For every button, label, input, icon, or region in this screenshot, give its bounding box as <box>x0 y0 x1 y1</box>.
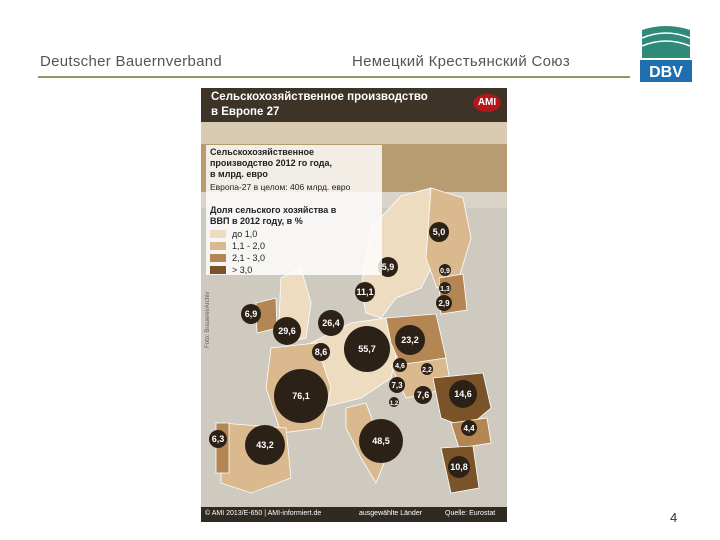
slide-footer <box>201 507 507 522</box>
bubble-denmark <box>355 282 375 302</box>
svg-text:1,3: 1,3 <box>440 286 450 293</box>
svg-text:29,6: 29,6 <box>278 326 296 336</box>
bubble-lithuania <box>436 295 452 311</box>
svg-text:2,9: 2,9 <box>438 299 450 308</box>
legend-swatch <box>210 254 226 262</box>
header-left-title: Deutscher Bauernverband <box>40 53 223 70</box>
bubble-ireland <box>241 304 261 324</box>
bubble-greece <box>448 456 470 478</box>
bubble-latvia <box>439 282 451 294</box>
svg-text:26,4: 26,4 <box>322 318 340 328</box>
svg-text:48,5: 48,5 <box>372 436 390 446</box>
svg-text:11,1: 11,1 <box>356 287 374 297</box>
svg-text:0,9: 0,9 <box>440 268 450 275</box>
photo-credit: Foto: Brauerei/Archiv <box>205 291 211 348</box>
agri-map-slide <box>201 88 507 522</box>
slide-title-line2: в Европе 27 <box>211 106 280 118</box>
bubble-france <box>274 369 328 423</box>
svg-text:4,6: 4,6 <box>395 363 405 370</box>
slide-title-line1: Сельскохозяйственное производство <box>211 91 428 103</box>
page-number: 4 <box>670 510 678 525</box>
bubble-hungary <box>414 386 432 404</box>
legend-heading-line2: производство 2012 го года, <box>210 158 333 168</box>
bubble-poland <box>395 325 425 355</box>
bubble-germany <box>344 326 390 372</box>
bubble-netherlands <box>318 310 344 336</box>
svg-text:6,9: 6,9 <box>244 309 258 319</box>
legend-heading-line1: Сельскохозяйственное <box>210 147 315 157</box>
svg-text:6,3: 6,3 <box>211 434 225 444</box>
svg-text:5,0: 5,0 <box>432 227 446 237</box>
footer-selection: ausgewählte Länder <box>359 510 423 517</box>
legend-heading-line3: в млрд. евро <box>210 169 268 179</box>
bubble-uk <box>273 317 301 345</box>
bubble-belgium <box>312 343 330 361</box>
svg-text:7,3: 7,3 <box>391 381 403 390</box>
svg-text:76,1: 76,1 <box>292 391 310 401</box>
bubble-romania <box>449 380 477 408</box>
legend-share-heading-line2: ВВП в 2012 году, в % <box>210 216 303 226</box>
legend-swatch <box>210 230 226 238</box>
footer-source: © AMI 2013/E-650 | AMI-informiert.de <box>205 510 322 517</box>
dbv-logo <box>638 22 694 84</box>
legend-swatch <box>210 266 226 274</box>
svg-text:4,4: 4,4 <box>463 424 475 433</box>
bubble-slovakia <box>421 363 433 375</box>
legend-swatch <box>210 242 226 250</box>
bubble-portugal <box>209 430 227 448</box>
svg-text:8,6: 8,6 <box>314 347 328 357</box>
bubble-slovenia <box>389 397 399 407</box>
svg-text:55,7: 55,7 <box>358 344 376 354</box>
svg-text:23,2: 23,2 <box>401 335 419 345</box>
svg-text:1,2: 1,2 <box>389 401 399 407</box>
footer-quelle: Quelle: Eurostat <box>445 510 496 517</box>
svg-text:14,6: 14,6 <box>454 389 472 399</box>
svg-text:5,9: 5,9 <box>381 262 395 272</box>
svg-text:10,8: 10,8 <box>450 462 468 472</box>
svg-text:43,2: 43,2 <box>256 440 274 450</box>
logo-text: DBV <box>649 64 683 81</box>
header-divider <box>38 76 630 78</box>
slide-title <box>201 88 507 122</box>
bubble-bulgaria <box>461 420 477 436</box>
header-right-title: Немецкий Крестьянский Союз <box>352 53 571 70</box>
svg-text:2,2: 2,2 <box>422 367 432 374</box>
bubble-estonia <box>439 264 451 276</box>
svg-text:7,6: 7,6 <box>416 390 430 400</box>
bubble-spain <box>245 425 285 465</box>
map-legend: Сельскохозяйственное производство 2012 го года, в млрд. евро Европа-27 в целом: 406 млрд. евро Доля сельского хозяйства в ВВП в 2012 году, в % до 1,0 1,1 - 2,0 2,1 - 3,0 > 3,0 <box>206 145 382 275</box>
bubble-czechia <box>393 358 407 372</box>
bubble-italy <box>359 419 403 463</box>
legend-share-heading-line1: Доля сельского хозяйства в <box>210 205 337 215</box>
bubble-austria <box>389 377 405 393</box>
legend-total: Европа-27 в целом: 406 млрд. евро <box>210 182 351 192</box>
ami-badge: AMI <box>473 94 501 112</box>
bubble-finland <box>429 222 449 242</box>
